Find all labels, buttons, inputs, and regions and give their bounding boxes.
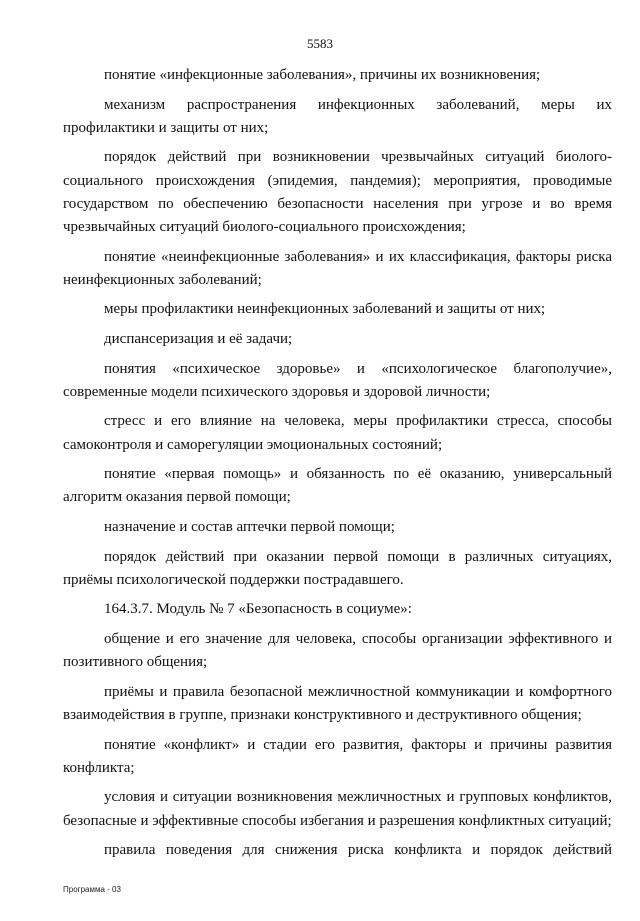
document-body: [63, 64, 612, 862]
footer-label: Программа - 03: [63, 885, 121, 894]
paragraph: правила поведения для снижения риска конфликта и порядок действий: [104, 842, 612, 859]
section-heading: 164.3.7. Модуль № 7 «Безопасность в социуме»:: [104, 601, 412, 618]
paragraph: диспансеризация и её задачи;: [104, 330, 293, 347]
page-number: 5583: [307, 36, 333, 51]
paragraph: понятие «конфликт» и стадии его развития, факторы и причины развития конфликта;: [63, 736, 612, 776]
paragraph: стресс и его влияние на человека, меры профилактики стресса, способы самоконтроля и саморегуляции эмоциональных состояний;: [63, 413, 612, 453]
paragraph: условия и ситуации возникновения межличностных и групповых конфликтов, безопасные и эффективные способы избегания и разрешения конфликтных ситуаций;: [63, 789, 612, 829]
paragraph: механизм распространения инфекционных заболеваний, меры их профилактики и защиты от них;: [63, 96, 612, 136]
paragraph: меры профилактики неинфекционных заболеваний и защиты от них;: [104, 301, 546, 318]
paragraph: понятия «психическое здоровье» и «психологическое благополучие», современные модели психического здоровья и здоровой личности;: [63, 360, 612, 400]
paragraph: приёмы и правила безопасной межличностной коммуникации и комфортного взаимодействия в группе, признаки конструктивного и деструктивного общения;: [63, 683, 612, 723]
paragraph: понятие «инфекционные заболевания», причины их возникновения;: [104, 67, 541, 83]
paragraph: назначение и состав аптечки первой помощи;: [104, 518, 395, 535]
paragraph: понятие «первая помощь» и обязанность по её оказанию, универсальный алгоритм оказания первой помощи;: [63, 466, 612, 506]
paragraph: порядок действий при оказании первой помощи в различных ситуациях, приёмы психологической поддержки пострадавшего.: [63, 548, 612, 588]
paragraph: общение и его значение для человека, способы организации эффективного и позитивного общения;: [63, 630, 612, 671]
paragraph: порядок действий при возникновении чрезвычайных ситуаций биолого-социального происхождения (эпидемия, пандемия); мероприятия, проводимые государством по обеспечению безопасности населения при угрозе и во время чрезвычайных ситуаций биолого-социального происхождения;: [63, 149, 612, 235]
paragraph: понятие «неинфекционные заболевания» и их классификация, факторы риска неинфекционных заболеваний;: [63, 248, 612, 288]
